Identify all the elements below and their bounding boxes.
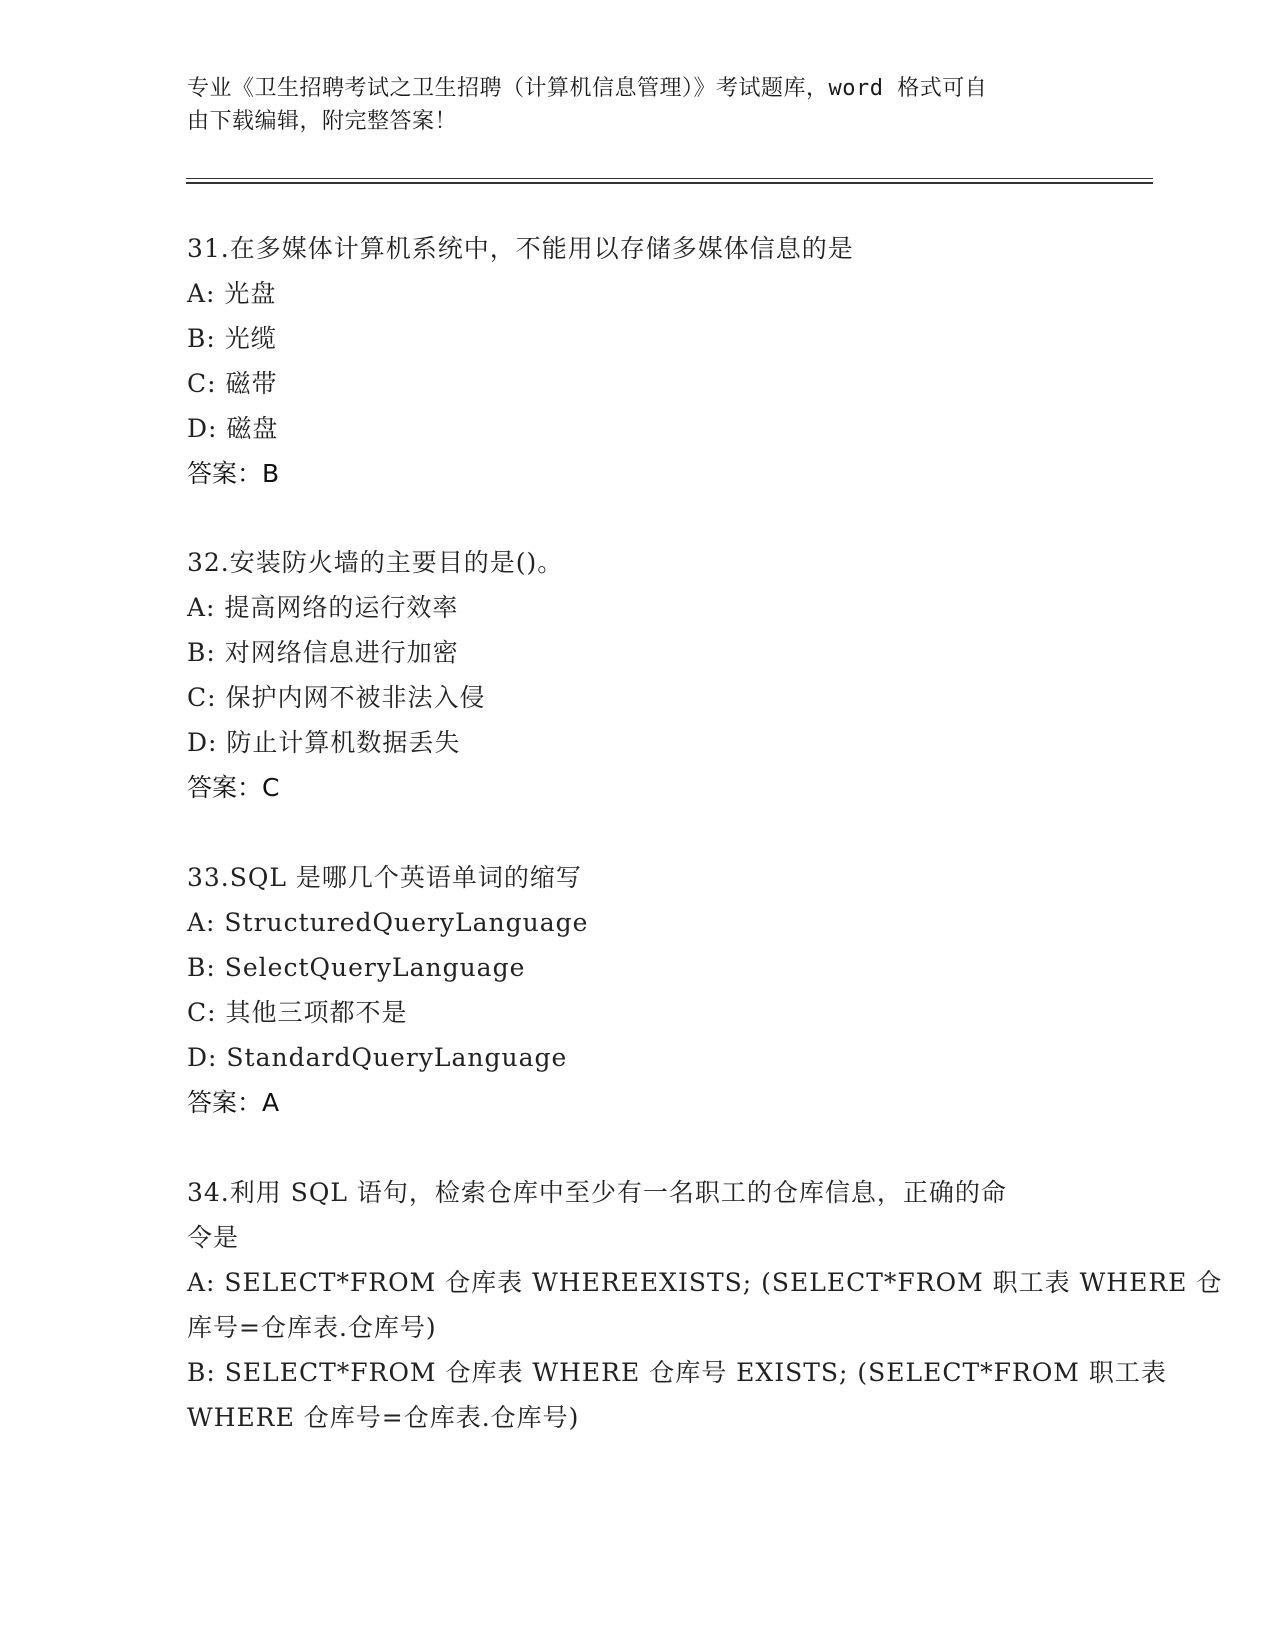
question-32 (187, 540, 1087, 810)
option-b: B: SelectQueryLanguage (187, 953, 526, 982)
option-a: A: 提高网络的运行效率 (187, 593, 459, 622)
answer-label: 答案：C (187, 773, 280, 802)
header-divider-thin (186, 178, 1153, 179)
option-c: C: 保护内网不被非法入侵 (187, 683, 486, 712)
header-line-2: 由下载编辑，附完整答案！ (187, 109, 458, 134)
option-d: D: StandardQueryLanguage (187, 1043, 568, 1072)
question-31 (187, 226, 1087, 496)
question-34 (187, 1170, 1223, 1440)
option-c: C: 其他三项都不是 (187, 998, 408, 1027)
option-a: A: SELECT*FROM 仓库表 WHEREEXISTS; (SELECT*FROM 职工表 WHERE 仓 (187, 1268, 1223, 1297)
option-d: D: 磁盘 (187, 414, 279, 443)
question-33 (187, 855, 1087, 1125)
question-stem: 32.安装防火墙的主要目的是()。 (187, 548, 564, 577)
question-stem-continued: 令是 (187, 1223, 240, 1252)
question-stem: 31.在多媒体计算机系统中，不能用以存储多媒体信息的是 (187, 234, 854, 263)
answer-label: 答案：A (187, 1088, 280, 1117)
option-b: B: 光缆 (187, 324, 277, 353)
option-b: B: 对网络信息进行加密 (187, 638, 459, 667)
option-b-continued: WHERE 仓库号=仓库表.仓库号) (187, 1403, 580, 1432)
question-stem: 33.SQL 是哪几个英语单词的缩写 (187, 863, 582, 892)
header-divider-thick (186, 182, 1153, 184)
option-a-continued: 库号=仓库表.仓库号) (187, 1313, 437, 1342)
question-stem: 34.利用 SQL 语句，检索仓库中至少有一名职工的仓库信息，正确的命 (187, 1178, 1007, 1207)
option-a: A: StructuredQueryLanguage (187, 908, 589, 937)
option-b: B: SELECT*FROM 仓库表 WHERE 仓库号 EXISTS; (SELECT*FROM 职工表 (187, 1358, 1167, 1387)
option-d: D: 防止计算机数据丢失 (187, 728, 461, 757)
document-header (187, 72, 1067, 138)
option-c: C: 磁带 (187, 369, 278, 398)
header-line-1: 专业《卫生招聘考试之卫生招聘（计算机信息管理）》考试题库，word 格式可自 (187, 76, 988, 101)
answer-label: 答案：B (187, 459, 280, 488)
option-a: A: 光盘 (187, 279, 277, 308)
